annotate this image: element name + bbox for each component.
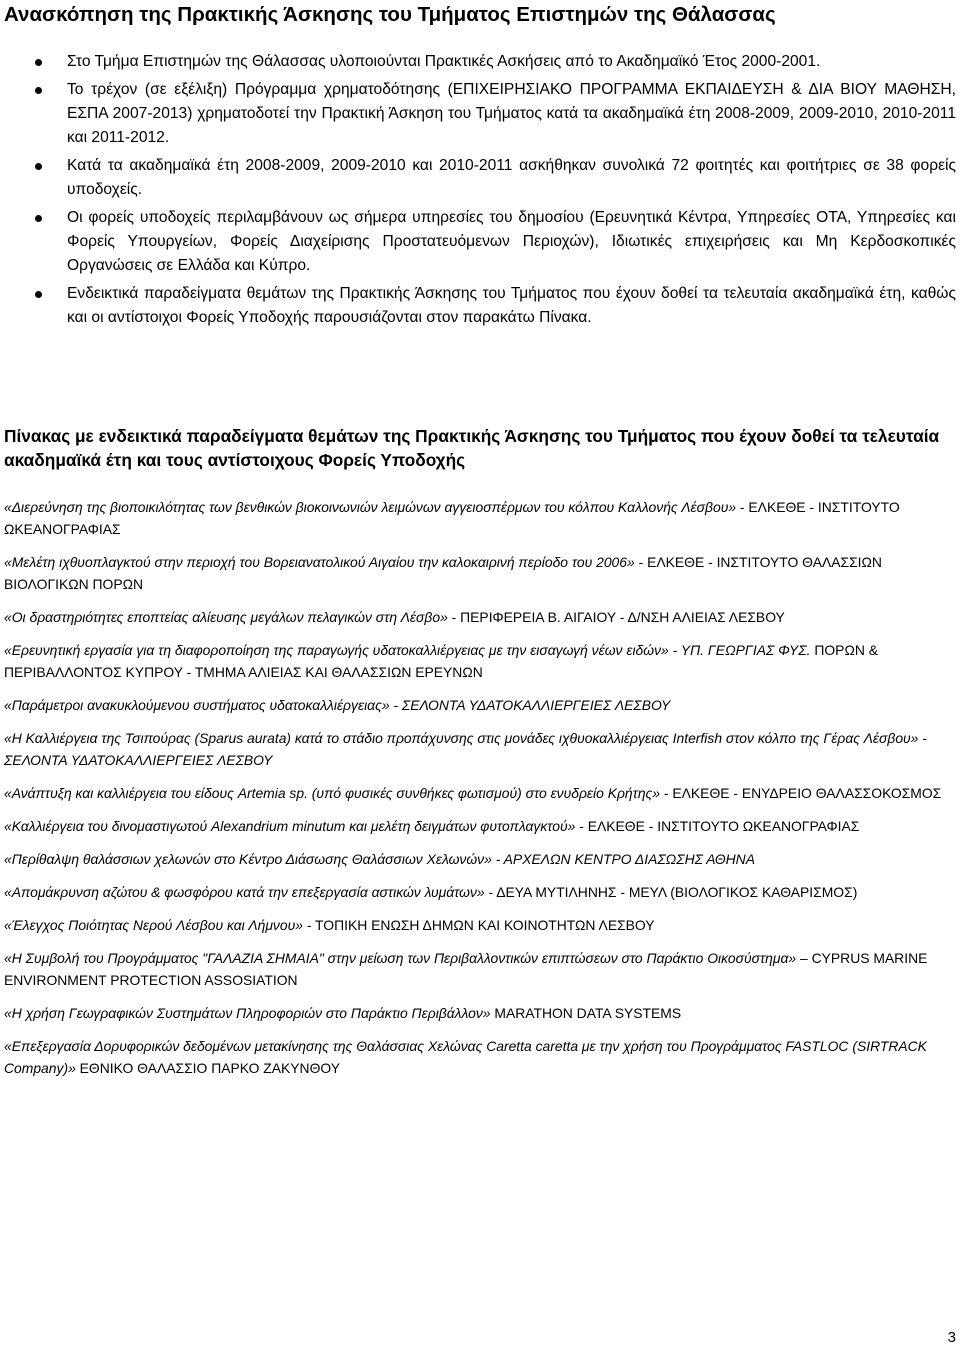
internship-entry	[4, 551, 954, 595]
internship-entry	[4, 881, 954, 903]
bullet-text: Στο Τμήμα Επιστημών της Θάλασσας υλοποιούνται Πρακτικές Ασκήσεις από το Ακαδημαϊκό Έτος 2000-2001.	[67, 53, 821, 70]
page-title: Ανασκόπηση της Πρακτικής Άσκησης του Τμήματος Επιστημών της Θάλασσας	[4, 3, 776, 26]
entry-host: - ΤΟΠΙΚΗ ΕΝΩΣΗ ΔΗΜΩΝ ΚΑΙ ΚΟΙΝΟΤΗΤΩΝ ΛΕΣΒΟΥ	[302, 917, 655, 933]
bullet-icon	[35, 87, 42, 94]
entry-host: - ΕΛΚΕΘΕ - ΕΝΥΔΡΕΙΟ ΘΑΛΑΣΣΟΚΟΣΜΟΣ	[660, 785, 942, 801]
entry-topic: «Απομάκρυνση αζώτου & φωσφόρου κατά την επεξεργασία αστικών λυμάτων»	[4, 884, 485, 900]
bullet-icon	[35, 291, 42, 298]
bullet-icon	[35, 163, 42, 170]
entry-topic: «Η χρήση Γεωγραφικών Συστημάτων Πληροφοριών στο Παράκτιο Περιβάλλον»	[4, 1005, 491, 1021]
entry-host: ΠΟΡΩΝ & ΠΕΡΙΒΑΛΛΟΝΤΟΣ ΚΥΠΡΟΥ - ΤΜΗΜΑ ΑΛΙΕΙΑΣ ΚΑΙ ΘΑΛΑΣΣΙΩΝ ΕΡΕΥΝΩΝ	[4, 642, 878, 680]
entry-topic: «Η Καλλιέργεια της Τσιπούρας (Sparus aurata) κατά το στάδιο προπάχυνσης στις μονάδες ιχθυοκαλλιέργειας Interfish στον κόλπο της Γέρας Λέσβου» - ΣΕΛΟΝΤΑ ΥΔΑΤΟΚΑΛΛΙΕΡΓΕΙΕΣ ΛΕΣΒΟΥ	[4, 730, 927, 768]
bullet-icon	[35, 215, 42, 222]
entry-topic: «Η Συμβολή του Προγράμματος "ΓΑΛΑΖΙΑ ΣΗΜΑΙΑ" στην μείωση των Περιβαλλοντικών επιπτώσεων στο Παράκτιο Οικοσύστημα»	[4, 950, 797, 966]
entry-host: - ΠΕΡΙΦΕΡΕΙΑ Β. ΑΙΓΑΙΟΥ - Δ/ΝΣΗ ΑΛΙΕΙΑΣ ΛΕΣΒΟΥ	[447, 609, 785, 625]
entry-host: MARATHON DATA SYSTEMS	[490, 1005, 682, 1021]
internship-entry	[4, 782, 954, 804]
internship-topic-list	[4, 496, 954, 1090]
entry-host: ΕΘΝΙΚΟ ΘΑΛΑΣΣΙΟ ΠΑΡΚΟ ΖΑΚΥΝΘΟΥ	[75, 1060, 340, 1076]
bullet-item	[0, 78, 960, 150]
bullet-item	[0, 154, 960, 202]
entry-host: - ΔΕΥΑ ΜΥΤΙΛΗΝΗΣ - ΜΕΥΛ (ΒΙΟΛΟΓΙΚΟΣ ΚΑΘΑΡΙΣΜΟΣ)	[484, 884, 858, 900]
bullet-text: Ενδεικτικά παραδείγματα θεμάτων της Πρακτικής Άσκησης του Τμήματος που έχουν δοθεί τα τελευταία ακαδημαϊκά έτη, καθώς και οι αντίστοιχοι Φορείς Υποδοχής παρουσιάζονται στον παρακάτω Πίνακα.	[67, 285, 956, 326]
internship-entry	[4, 727, 954, 771]
internship-entry	[4, 914, 954, 936]
table-title: Πίνακας με ενδεικτικά παραδείγματα θεμάτων της Πρακτικής Άσκησης του Τμήματος που έχουν δοθεί τα τελευταία ακαδημαϊκά έτη και τους αντίστοιχους Φορείς Υποδοχής	[4, 426, 940, 470]
bullet-item	[0, 282, 960, 330]
internship-entry	[4, 606, 954, 628]
bullet-icon	[35, 59, 42, 66]
entry-host: - ΕΛΚΕΘΕ - ΙΝΣΤΙΤΟΥΤΟ ΩΚΕΑΝΟΓΡΑΦΙΑΣ	[4, 499, 900, 537]
bullet-text: Κατά τα ακαδημαϊκά έτη 2008-2009, 2009-2010 και 2010-2011 ασκήθηκαν συνολικά 72 φοιτητές και φοιτήτριες σε 38 φορείς υποδοχείς.	[67, 157, 956, 198]
entry-topic: «Επεξεργασία Δορυφορικών δεδομένων μετακίνησης της Θαλάσσιας Χελώνας Caretta caretta με την χρήση του Προγράμματος FASTLOC (SIRTRACK Company)»	[4, 1038, 927, 1076]
internship-entry	[4, 1002, 954, 1024]
entry-host: - ΕΛΚΕΘΕ - ΙΝΣΤΙΤΟΥΤΟ ΩΚΕΑΝΟΓΡΑΦΙΑΣ	[575, 818, 860, 834]
entry-topic: «Διερεύνηση της βιοποικιλότητας των βενθικών βιοκοινωνιών λειμώνων αγγειοσπέρμων του κόλπου Καλλονής Λέσβου»	[4, 499, 737, 515]
bullet-text: Οι φορείς υποδοχείς περιλαμβάνουν ως σήμερα υπηρεσίες του δημοσίου (Ερευνητικά Κέντρα, Υπηρεσίες ΟΤΑ, Υπηρεσίες και Φορείς Υπουργείων, Φορείς Διαχείρισης Προστατευόμενων Περιοχών), Ιδιωτικές επιχειρήσεις και Μη Κερδοσκοπικές Οργανώσεις σε Ελλάδα και Κύπρο.	[67, 209, 956, 274]
internship-entry	[4, 694, 954, 716]
internship-entry	[4, 639, 954, 683]
entry-topic: «Καλλιέργεια του δινομαστιγωτού Alexandrium minutum και μελέτη δειγμάτων φυτοπλαγκτού»	[4, 818, 576, 834]
internship-entry	[4, 1035, 954, 1079]
entry-topic: «Περίθαλψη θαλάσσιων χελωνών στο Κέντρο Διάσωσης Θαλάσσιων Χελωνών» - ΑΡΧΕΛΩΝ ΚΕΝΤΡΟ ΔΙΑΣΩΣΗΣ ΑΘΗΝΑ	[4, 851, 755, 867]
entry-topic: «Οι δραστηριότητες εποπτείας αλίευσης μεγάλων πελαγικών στη Λέσβο»	[4, 609, 448, 625]
bullet-item	[0, 50, 960, 74]
internship-entry	[4, 815, 954, 837]
bullet-text: Το τρέχον (σε εξέλιξη) Πρόγραμμα χρηματοδότησης (ΕΠΙΧΕΙΡΗΣΙΑΚΟ ΠΡΟΓΡΑΜΜΑ ΕΚΠΑΙΔΕΥΣΗ & ΔΙΑ ΒΙΟΥ ΜΑΘΗΣΗ, ΕΣΠΑ 2007-2013) χρηματοδοτεί την Πρακτική Άσκηση του Τμήματος κατά τα ακαδημαϊκά έτη 2008-2009, 2009-2010, 2010-2011 και 2011-2012.	[67, 81, 956, 146]
internship-entry	[4, 496, 954, 540]
internship-entry	[4, 848, 954, 870]
entry-host: - ΕΛΚΕΘΕ - ΙΝΣΤΙΤΟΥΤΟ ΘΑΛΑΣΣΙΩΝ ΒΙΟΛΟΓΙΚΩΝ ΠΟΡΩΝ	[4, 554, 882, 592]
entry-topic: «Ανάπτυξη και καλλιέργεια του είδους Artemia sp. (υπό φυσικές συνθήκες φωτισμού) στο ενυδρείο Κρήτης»	[4, 785, 661, 801]
page-number: 3	[947, 1329, 956, 1346]
bullet-item	[0, 206, 960, 278]
overview-bullet-list	[0, 50, 960, 334]
entry-host: – CYPRUS MARINE ENVIRONMENT PROTECTION ASSOSIATION	[4, 950, 928, 988]
internship-entry	[4, 947, 954, 991]
entry-topic: «Ερευνητική εργασία για τη διαφοροποίηση της παραγωγής υδατοκαλλιέργειας με την εισαγωγή νέων ειδών» - ΥΠ. ΓΕΩΡΓΙΑΣ ΦΥΣ.	[4, 642, 811, 658]
entry-topic: «Μελέτη ιχθυοπλαγκτού στην περιοχή του Βορειανατολικού Αιγαίου την καλοκαιρινή περίοδο του 2006»	[4, 554, 635, 570]
entry-topic: «Παράμετροι ανακυκλούμενου συστήματος υδατοκαλλιέργειας» - ΣΕΛΟΝΤΑ ΥΔΑΤΟΚΑΛΛΙΕΡΓΕΙΕΣ ΛΕΣΒΟΥ	[4, 697, 671, 713]
entry-topic: «Έλεγχος Ποιότητας Νερού Λέσβου και Λήμνου»	[4, 917, 303, 933]
